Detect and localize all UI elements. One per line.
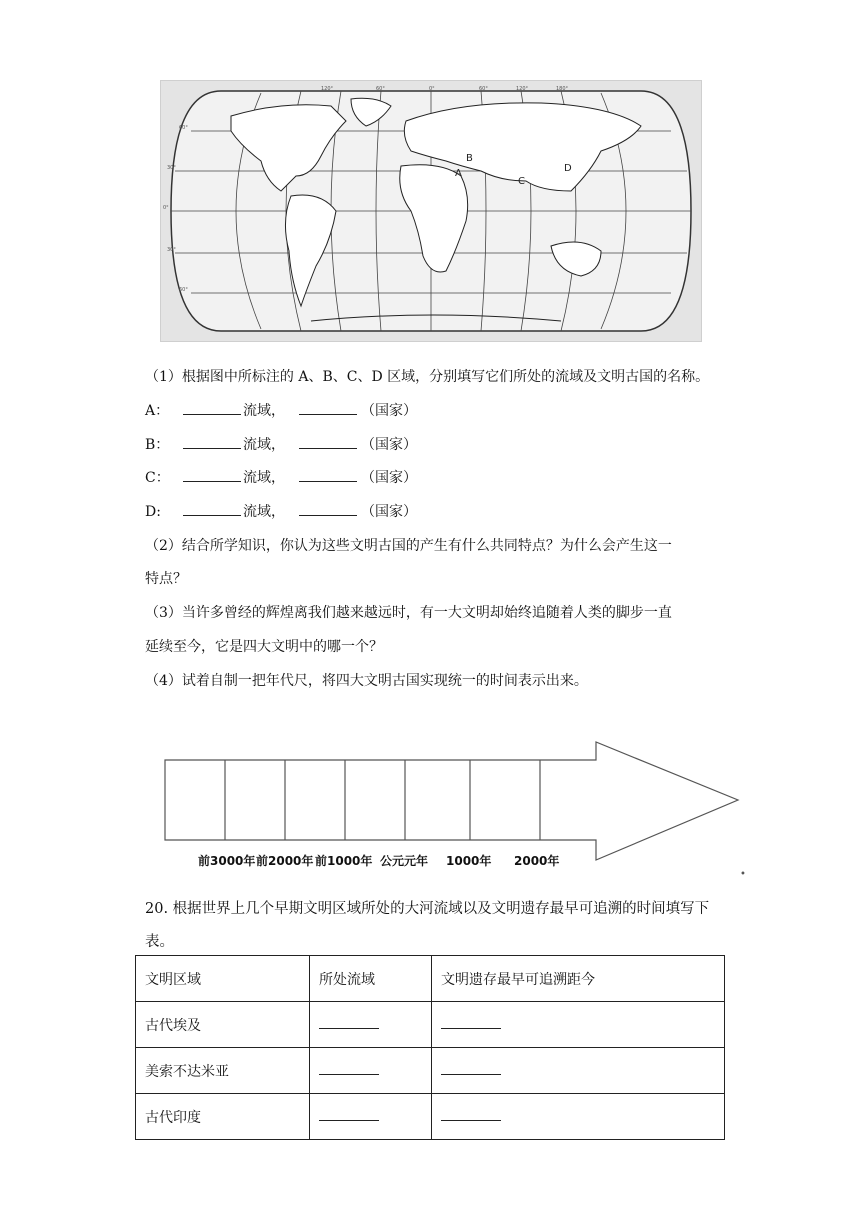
timeline-tick: 前1000年 (315, 854, 373, 868)
time-cell[interactable] (432, 1002, 725, 1048)
basin-cell[interactable] (310, 1048, 432, 1094)
basin-cell[interactable] (310, 1094, 432, 1140)
answer-table (135, 955, 725, 1140)
timeline-tick: 前2000年 (256, 854, 314, 868)
arrow-shape (165, 742, 738, 860)
answer-blank[interactable] (319, 1062, 379, 1075)
table-row (136, 1002, 725, 1048)
q1-prompt: （1）根据图中所标注的 A、B、C、D 区域，分别填写它们所处的流域及文明古国的名称。 (145, 369, 710, 385)
region-label-b: B (466, 153, 473, 164)
q20-text: 20. 根据世界上几个早期文明区域所处的大河流域以及文明遗存最早可追溯的时间填写下表。 (145, 901, 710, 950)
q1-row-b (145, 434, 417, 454)
lat-label: 30° (167, 247, 176, 253)
country-blank[interactable] (299, 403, 357, 415)
table-row (136, 1094, 725, 1140)
q1-row-c (145, 467, 417, 487)
q2-line1: （2）结合所学知识，你认为这些文明古国的产生有什么共同特点？为什么会产生这一 (145, 538, 672, 554)
basin-blank[interactable] (183, 403, 241, 415)
world-map (160, 80, 702, 342)
lat-label: 60° (179, 125, 188, 131)
lon-label: 120° (321, 86, 334, 92)
answer-blank[interactable] (441, 1108, 501, 1121)
lat-label: 60° (179, 287, 188, 293)
q3-line1: （3）当许多曾经的辉煌离我们越来越远时，有一大文明却始终追随着人类的脚步一直 (145, 605, 672, 621)
lon-label: 120° (516, 86, 529, 92)
region-label-c: C (518, 176, 525, 187)
table-row (136, 1048, 725, 1094)
country-suffix: （国家） (361, 470, 417, 486)
basin-cell[interactable] (310, 1002, 432, 1048)
timeline-tick: 前3000年 (198, 854, 256, 868)
basin-suffix: 流域， (243, 504, 285, 520)
q3-line2: 延续至今，它是四大文明中的哪一个？ (145, 639, 383, 655)
lon-label: 60° (479, 86, 488, 92)
table-header: 文明遗存最早可追溯距今 (432, 956, 725, 1002)
region-label-d: D (564, 163, 572, 174)
world-map-drawing (161, 81, 701, 341)
q2-line2: 特点？ (145, 571, 187, 587)
region-cell: 古代印度 (136, 1094, 310, 1140)
answer-blank[interactable] (441, 1062, 501, 1075)
country-blank[interactable] (299, 504, 357, 516)
answer-blank[interactable] (319, 1108, 379, 1121)
basin-blank[interactable] (183, 504, 241, 516)
basin-suffix: 流域， (243, 403, 285, 419)
lon-label: 0° (429, 86, 435, 92)
basin-suffix: 流域， (243, 470, 285, 486)
timeline-ruler (160, 740, 750, 870)
dot-mark: • (740, 869, 746, 880)
timeline-tick: 公元元年 (380, 854, 429, 868)
table-header: 文明区域 (136, 956, 310, 1002)
q1-row-d (145, 501, 417, 521)
region-label-a: A (455, 168, 462, 179)
time-cell[interactable] (432, 1094, 725, 1140)
answer-blank[interactable] (441, 1016, 501, 1029)
lat-label: 0° (163, 205, 169, 211)
country-suffix: （国家） (361, 403, 417, 419)
country-blank[interactable] (299, 437, 357, 449)
time-cell[interactable] (432, 1048, 725, 1094)
timeline-tick: 2000年 (514, 854, 560, 868)
q1-row-key: D: (145, 504, 161, 520)
country-blank[interactable] (299, 470, 357, 482)
lon-label: 60° (376, 86, 385, 92)
answer-blank[interactable] (319, 1016, 379, 1029)
country-suffix: （国家） (361, 504, 417, 520)
q1-row-a (145, 400, 417, 420)
lat-label: 30° (167, 165, 176, 171)
table-header-row (136, 956, 725, 1002)
q1-row-key: B： (145, 437, 170, 453)
region-cell: 美索不达米亚 (136, 1048, 310, 1094)
timeline-arrow (160, 740, 750, 870)
q4-line1: （4）试着自制一把年代尺，将四大文明古国实现统一的时间表示出来。 (145, 673, 588, 689)
q1-row-key: C： (145, 470, 170, 486)
basin-suffix: 流域， (243, 437, 285, 453)
region-cell: 古代埃及 (136, 1002, 310, 1048)
timeline-tick: 1000年 (446, 854, 492, 868)
basin-blank[interactable] (183, 470, 241, 482)
country-suffix: （国家） (361, 437, 417, 453)
basin-blank[interactable] (183, 437, 241, 449)
lon-label: 180° (556, 86, 569, 92)
table-header: 所处流域 (310, 956, 432, 1002)
q1-row-key: A： (145, 403, 170, 419)
